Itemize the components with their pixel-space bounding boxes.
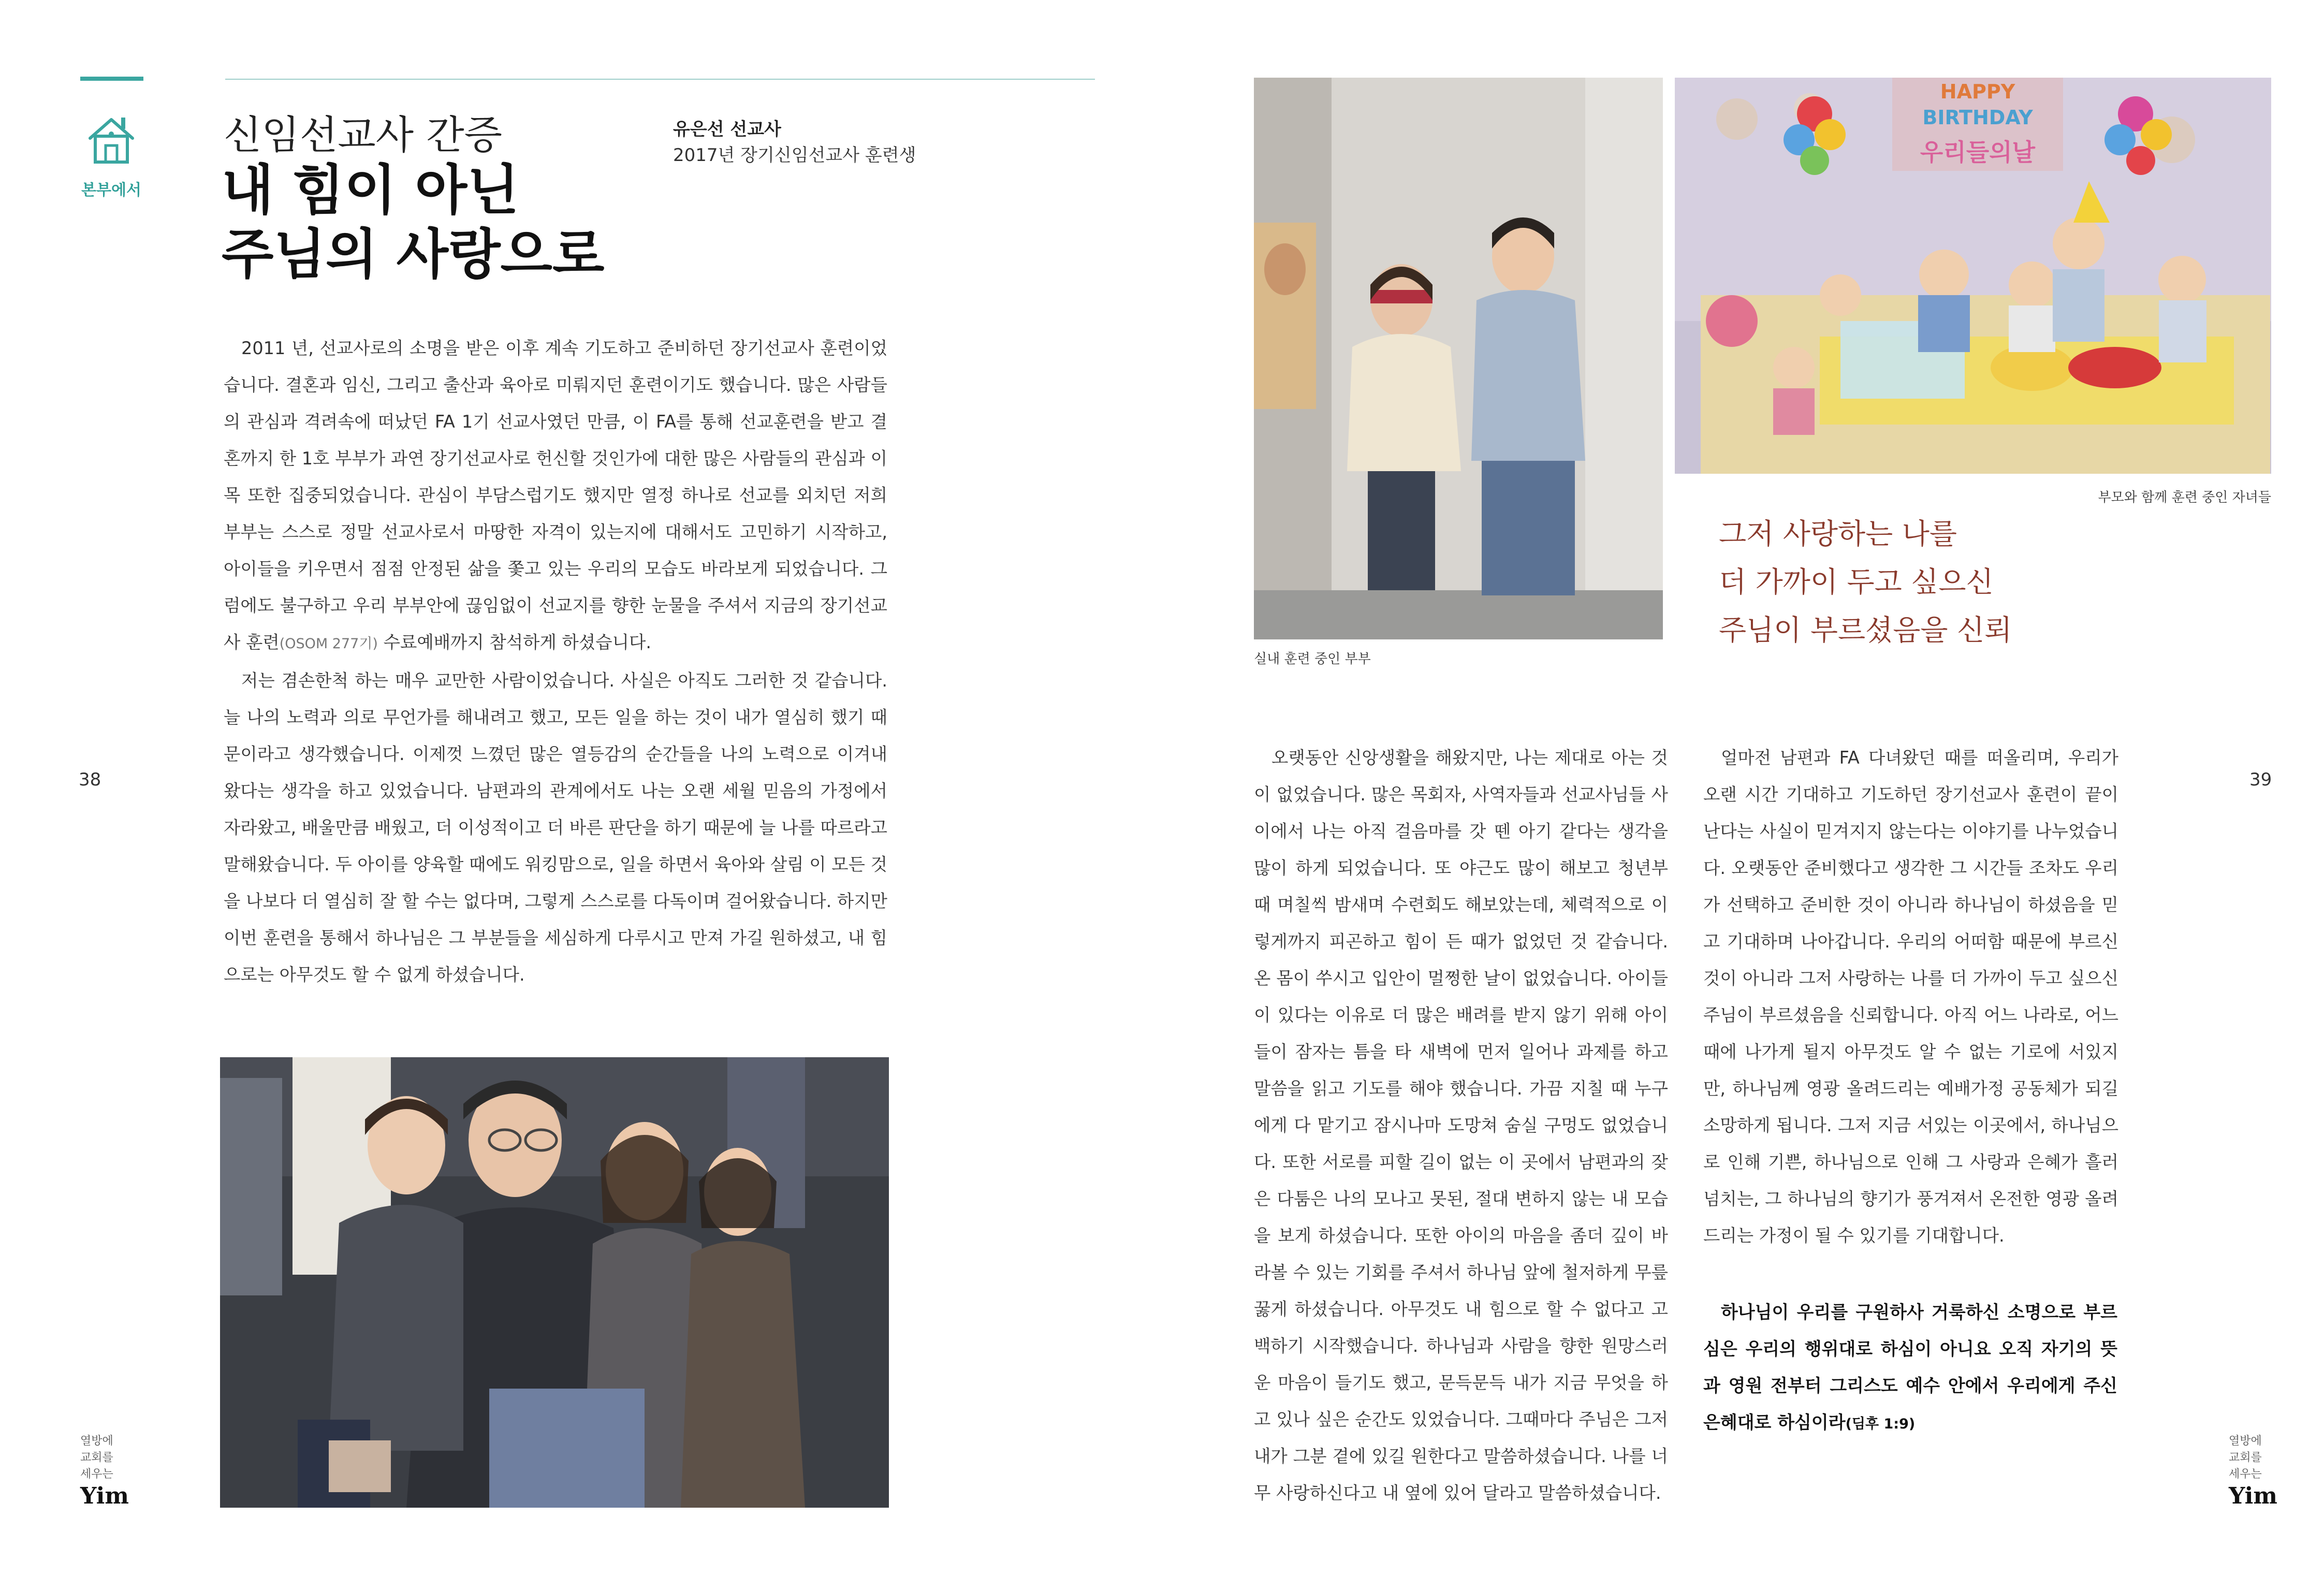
bible-verse-text: 하나님이 우리를 구원하사 거룩하신 소명으로 부르심은 우리의 행위대로 하심이 아니요 오직 자기의 뜻과 영원 전부터 그리스도 예수 안에서 우리에게 주신 은혜대로 하심이라 <box>1703 1302 2117 1433</box>
brand-mark-right <box>2229 1433 2286 1508</box>
header-rule <box>225 79 1095 80</box>
section-label: 본부에서 <box>81 181 141 199</box>
paragraph-1 <box>224 330 887 662</box>
article-column-right <box>1703 739 2118 1254</box>
paragraph-4: 얼마전 남편과 FA 다녀왔던 때를 떠올리며, 우리가 오랜 시간 기대하고 기도하던 장기선교사 훈련이 끝이 난다는 사실이 믿겨지지 않는다는 이야기를 나누었습니다. 오랫동안 준비했다고 생각한 그 시간들 조차도 우리가 선택하고 준비한 것이 아니라 하나님이 하셨음을 믿고 기대하며 나아갑니다. 우리의 어떠함 때문에 부르신 것이 아니라 그저 사랑하는 나를 더 가까이 두고 싶으신 주님이 부르셨음을 신뢰합니다. 아직 어느 나라로, 어느때에 나가게 될지 아무것도 알 수 없는 기로에 서있지만, 하나님께 영광 올려드리는 예배가정 공동체가 되길 소망하게 됩니다. 그저 지금 서있는 이곳에서, 하나님으로 인해 기쁜, 하나님으로 인해 그 사랑과 은혜가 흘러 넘치는, 그 하나님의 향기가 풍겨져서 온전한 영광 올려드리는 가정이 될 수 있기를 기대합니다. <box>1703 748 2118 1246</box>
couple-training-photo <box>1254 78 1663 639</box>
brand-line-1: 열방에 <box>80 1435 113 1448</box>
title-line-1: 내 힘이 아닌 <box>222 158 519 222</box>
brand-line-3: 세우는 <box>80 1468 113 1481</box>
section-accent-bar <box>80 77 143 81</box>
paragraph-1-text: 2011 년, 선교사로의 소명을 받은 이후 계속 기도하고 준비하던 장기선교사 훈련이었습니다. 결혼과 임신, 그리고 출산과 육아로 미뤄지던 훈련이기도 했습니다. 많은 사람들의 관심과 격려속에 떠났던 FA 1기 선교사였던 만큼, 이 FA를 통해 선교훈련을 받고 결혼까지 한 1호 부부가 과연 장기선교사로 헌신할 것인가에 대한 많은 사람들의 관심과 이목 또한 집중되었습니다. 관심이 부담스럽기도 했지만 열정 하나로 선교를 외치던 저희 부부는 스스로 정말 선교사로서 마땅한 자격이 있는지에 대해서도 고민하기 시작하고, 아이들을 키우면서 점점 안정된 삶을 쫓고 있는 우리의 모습도 바라보게 되었습니다. 그럼에도 불구하고 우리 부부안에 끊임없이 선교지를 향한 눈물을 주셔서 지금의 장기선교사 훈련 <box>224 338 887 652</box>
caption-couple: 실내 훈련 중인 부부 <box>1254 651 1371 667</box>
course-note: (OSOM 277기) <box>279 636 378 652</box>
banner-birthday-text: BIRTHDAY <box>1922 106 2033 129</box>
article-subtitle: 신임선교사 간증 <box>224 112 503 158</box>
pull-quote-line-2: 더 가까이 두고 싶으신 <box>1719 565 1994 599</box>
page-number-right: 39 <box>2249 769 2272 790</box>
bible-verse-ref: (딤후 1:9) <box>1845 1416 1916 1432</box>
author-name: 유은선 선교사 <box>673 119 781 140</box>
pull-quote-line-3: 주님이 부르셨음을 신뢰 <box>1719 614 2012 647</box>
author-role: 2017년 장기신임선교사 훈련생 <box>673 145 916 166</box>
brand-line-1: 열방에 <box>2229 1435 2262 1448</box>
page-number-left: 38 <box>79 769 101 790</box>
pull-quote-line-1: 그저 사랑하는 나를 <box>1719 517 1957 550</box>
article-column-left <box>224 330 887 993</box>
article-title <box>222 158 604 286</box>
group-photo <box>220 1057 889 1508</box>
bible-verse <box>1703 1294 2117 1442</box>
bible-verse-paragraph <box>1703 1294 2117 1442</box>
paragraph-2: 저는 겸손한척 하는 매우 교만한 사람이었습니다. 사실은 아직도 그러한 것 같습니다. 늘 나의 노력과 의로 무언가를 해내려고 했고, 모든 일을 하는 것이 내가 열심히 했기 때문이라고 생각했습니다. 이제껏 느꼈던 많은 열등감의 순간들을 나의 노력으로 이겨내 왔다는 생각을 하고 있었습니다. 남편과의 관계에서도 나는 오랜 세월 믿음의 가정에서 자라왔고, 배울만큼 배웠고, 더 이성적이고 더 바른 판단을 하기 때문에 늘 나를 따르라고 말해왔습니다. 두 아이를 양육할 때에도 워킹맘으로, 일을 하면서 육아와 살림 이 모든 것을 나보다 더 열심히 잘 할 수는 없다며, 그렇게 스스로를 다독이며 걸어왔습니다. 하지만 이번 훈련을 통해서 하나님은 그 부분들을 세심하게 다루시고 만져 가길 원하셨고, 내 힘으로는 아무것도 할 수 없게 하셨습니다. <box>224 670 887 985</box>
pull-quote <box>1719 510 2012 654</box>
brand-logo: Yim <box>2229 1483 2277 1509</box>
caption-kids: 부모와 함께 훈련 중인 자녀들 <box>2098 490 2271 505</box>
brand-line-2: 교회를 <box>80 1451 113 1464</box>
children-birthday-photo <box>1675 78 2271 474</box>
house-icon <box>83 111 140 168</box>
title-line-2: 주님의 사랑으로 <box>222 223 605 286</box>
banner-day-text: 우리들의날 <box>1920 138 2036 166</box>
banner-happy-text: HAPPY <box>1940 80 2015 103</box>
brand-mark-left <box>80 1433 137 1508</box>
paragraph-3: 오랫동안 신앙생활을 해왔지만, 나는 제대로 아는 것이 없었습니다. 많은 목회자, 사역자들과 선교사님들 사이에서 나는 아직 걸음마를 갓 뗀 아기 같다는 생각을 많이 하게 되었습니다. 또 야근도 많이 해보고 청년부 때 며칠씩 밤새며 수련회도 해보았는데, 체력적으로 이렇게까지 피곤하고 힘이 든 때가 없었던 것 같습니다. 온 몸이 쑤시고 입안이 멀쩡한 날이 없었습니다. 아이들이 있다는 이유로 더 많은 배려를 받지 않기 위해 아이들이 잠자는 틈을 타 새벽에 먼저 일어나 과제를 하고 말씀을 읽고 기도를 해야 했습니다. 가끔 지칠 때 누구에게 다 맡기고 잠시나마 도망쳐 숨실 구멍도 없었습니다. 또한 서로를 피할 길이 없는 이 곳에서 남편과의 잦은 다툼은 나의 모나고 못된, 절대 변하지 않는 내 모습을 보게 하셨습니다. 또한 아이의 마음을 좀더 깊이 바라볼 수 있는 기회를 주셔서 하나님 앞에 철저하게 무릎 꿇게 하셨습니다. 아무것도 내 힘으로 할 수 없다고 고백하기 시작했습니다. 하나님과 사람을 향한 원망스러운 마음이 들기도 했고, 문득문득 내가 지금 무엇을 하고 있나 싶은 순간도 있었습니다. 그때마다 주님은 그저 내가 그분 곁에 있길 원한다고 말씀하셨습니다. 나를 너무 사랑하신다고 내 옆에 있어 달라고 말씀하셨습니다. <box>1254 748 1668 1503</box>
brand-line-2: 교회를 <box>2229 1451 2262 1464</box>
paragraph-1-end: 수료예배까지 참석하게 하셨습니다. <box>377 632 651 652</box>
brand-line-3: 세우는 <box>2229 1468 2262 1481</box>
brand-logo: Yim <box>80 1483 129 1509</box>
article-column-middle <box>1254 739 1668 1511</box>
